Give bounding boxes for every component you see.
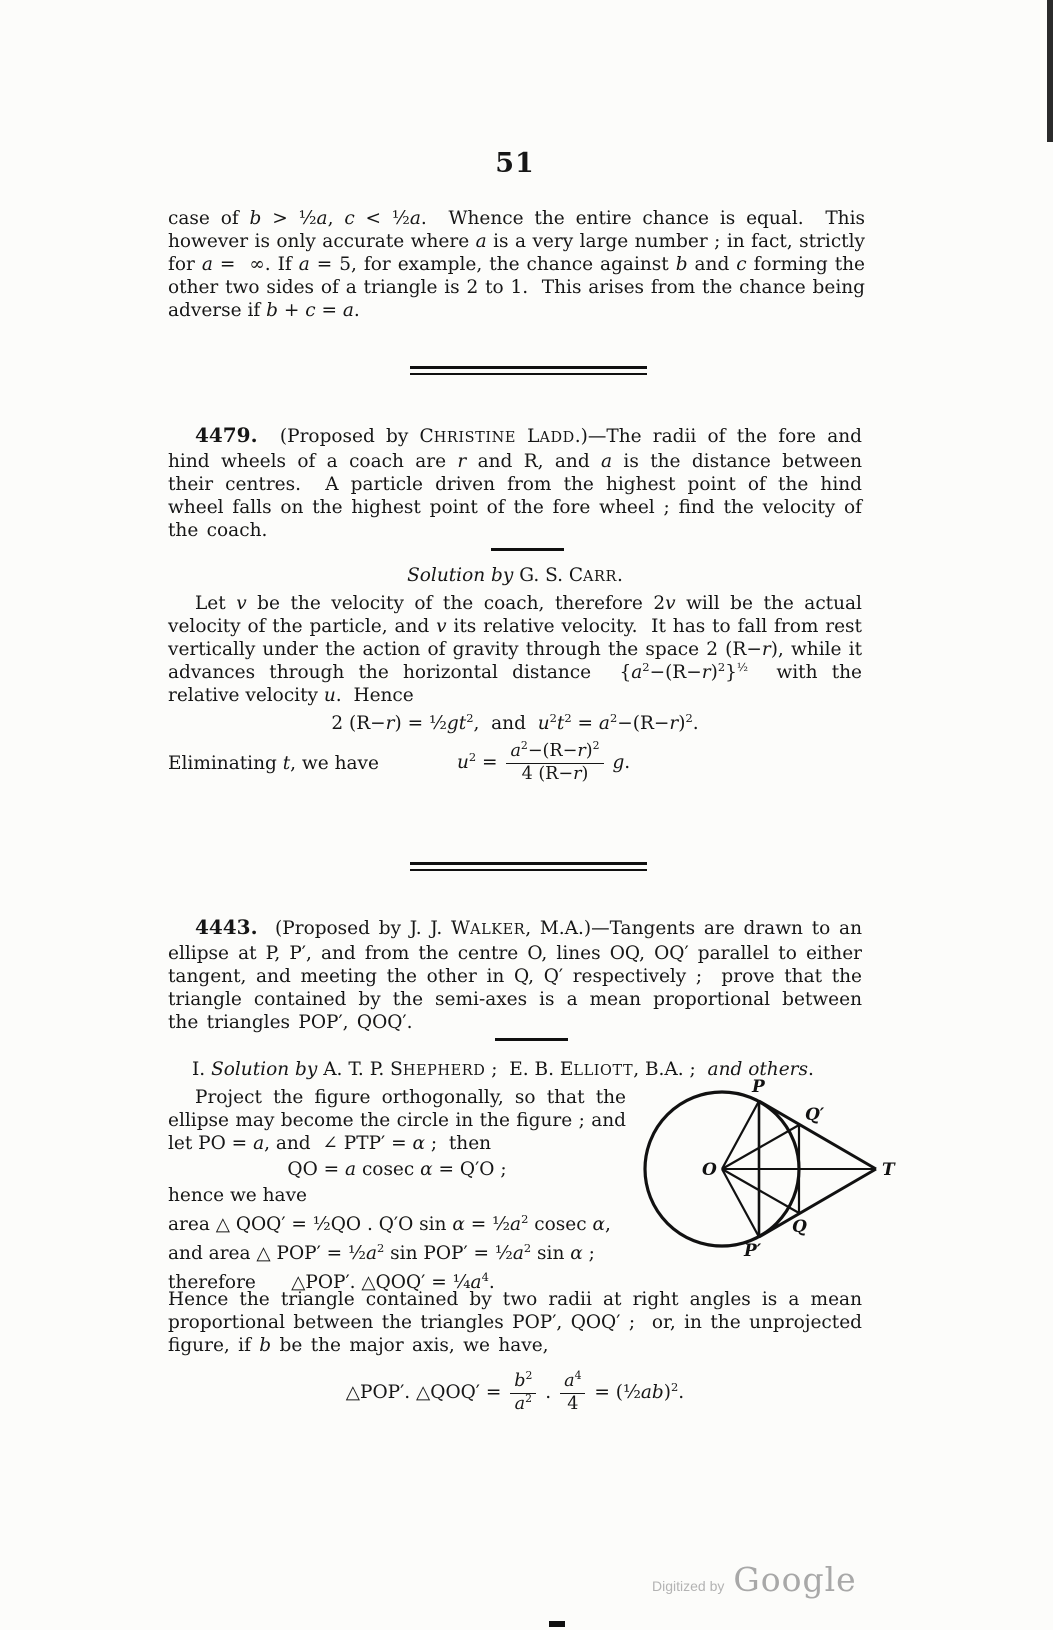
eliminating-label: Eliminating t, we have (168, 752, 379, 774)
equation-4479-1: 2 $(R-r) = \frac{1}{2}gt^2$, and $u^2t^2 = a^2-(R-r)^2$. (331, 710, 699, 734)
page-number: 51 (495, 148, 535, 179)
solution-4479-body: Let v be the velocity of the coach, therefore 2v will be the actual velocity of the particle, and v its relative velocity. It has to fall from rest vertically under the action of gravity through the space 2 (R−r), while it advances through the horizontal distance $\{a^2-(R-r)^2\}^{\frac{1}{2}}$ with the relative velocity u. Hence (168, 593, 863, 706)
problem-4443: 4443. (Proposed by J. J. WALKER, M.A.)—Tangents are drawn to an ellipse at P, P′, and from the centre O, lines OQ, OQ′ parallel to either tangent, and meeting the other in Q, Q′ respectively ; prove that the triangle contained by the semi-axes is a mean proportional between the triangles POP′, QOQ′. (168, 915, 862, 1033)
problem-4479: 4479. (Proposed by CHRISTINE LADD.)—The radii of the fore and hind wheels of a coach are r and R, and a is the distance between their centres. A particle driven from the highest point of the hind wheel falls on the highest point of the fore wheel ; find the velocity of the coach. (168, 423, 863, 541)
equation-qo: QO = a cosec α = Q′O ; (287, 1159, 507, 1180)
figure-svg (618, 1046, 910, 1274)
area-pop-line: and area △ $POP' = \frac{1}{2}a^2$ $\sin POP' = \frac{1}{2}a^2$ sin α ; (168, 1240, 595, 1264)
hence-line: hence we have (168, 1185, 307, 1206)
equation-4479-2-row (168, 737, 862, 789)
solution-rule (491, 548, 564, 551)
geometry-figure (618, 1046, 910, 1274)
solution-4443-title: I. Solution by A. T. P. SHEPHERD ; E. B. ELLIOTT, B.A. ; and others. (192, 1059, 814, 1080)
label-o: O (702, 1160, 717, 1180)
solution-rule-2 (495, 1038, 568, 1041)
section-divider-2 (410, 862, 647, 871)
section-divider (410, 366, 647, 375)
equation-4479-2: $u^2$ = $\frac{a^2-(R-r)^2}{4 (R-r)}$ g. (456, 738, 631, 784)
intro-paragraph: case of b > ½a, c < ½a. Whence the entire chance is equal. This however is only accurate where a is a very large number ; in fact, strictly for a = ∞. If a = 5, for example, the chance against b and c forming the other two sides of a triangle is 2 to 1. This arises from the chance being adverse if b + c = a. (168, 208, 865, 321)
therefore-line: therefore △POP′. △QOQ′ = $\frac{1}{4}a^4$. (168, 1269, 495, 1293)
label-q: Q (792, 1217, 807, 1237)
label-t: T (882, 1160, 895, 1180)
solution-4443-closing: Hence the triangle contained by two radii at right angles is a mean proportional between the triangles POP′, QOQ′ ; or, in the unprojected figure, if b be the major axis, we have, (168, 1289, 862, 1356)
google-logo: Google (733, 1560, 857, 1599)
scan-bottom-mark (549, 1621, 565, 1627)
label-p: P (752, 1077, 765, 1097)
area-qoq-line: area △ QOQ′ = ½QO . Q′O $\sin \alpha = \frac{1}{2}a^2$ cosec α, (168, 1211, 611, 1235)
scan-edge-bar (1047, 0, 1053, 142)
tangent-ppt (759, 1169, 876, 1237)
label-q-prime: Q′ (805, 1105, 825, 1125)
final-equation: △POP′. △QOQ′ = $\frac{b^2}{a^2}$ . $\frac{a^4}{4}$ = (½ab)$^2$. (345, 1369, 685, 1414)
label-p-prime: P′ (744, 1241, 762, 1261)
solution-4479-title: Solution by G. S. CARR. (407, 565, 623, 586)
solution-4443-body (168, 1086, 626, 1294)
watermark (652, 1560, 857, 1599)
solution-4443-intro: Project the figure orthogonally, so that the ellipse may become the circle in the figure ; and let PO = a, and ∠ PTP′ = α ; then (168, 1087, 626, 1154)
watermark-prefix: Digitized by (652, 1578, 725, 1594)
